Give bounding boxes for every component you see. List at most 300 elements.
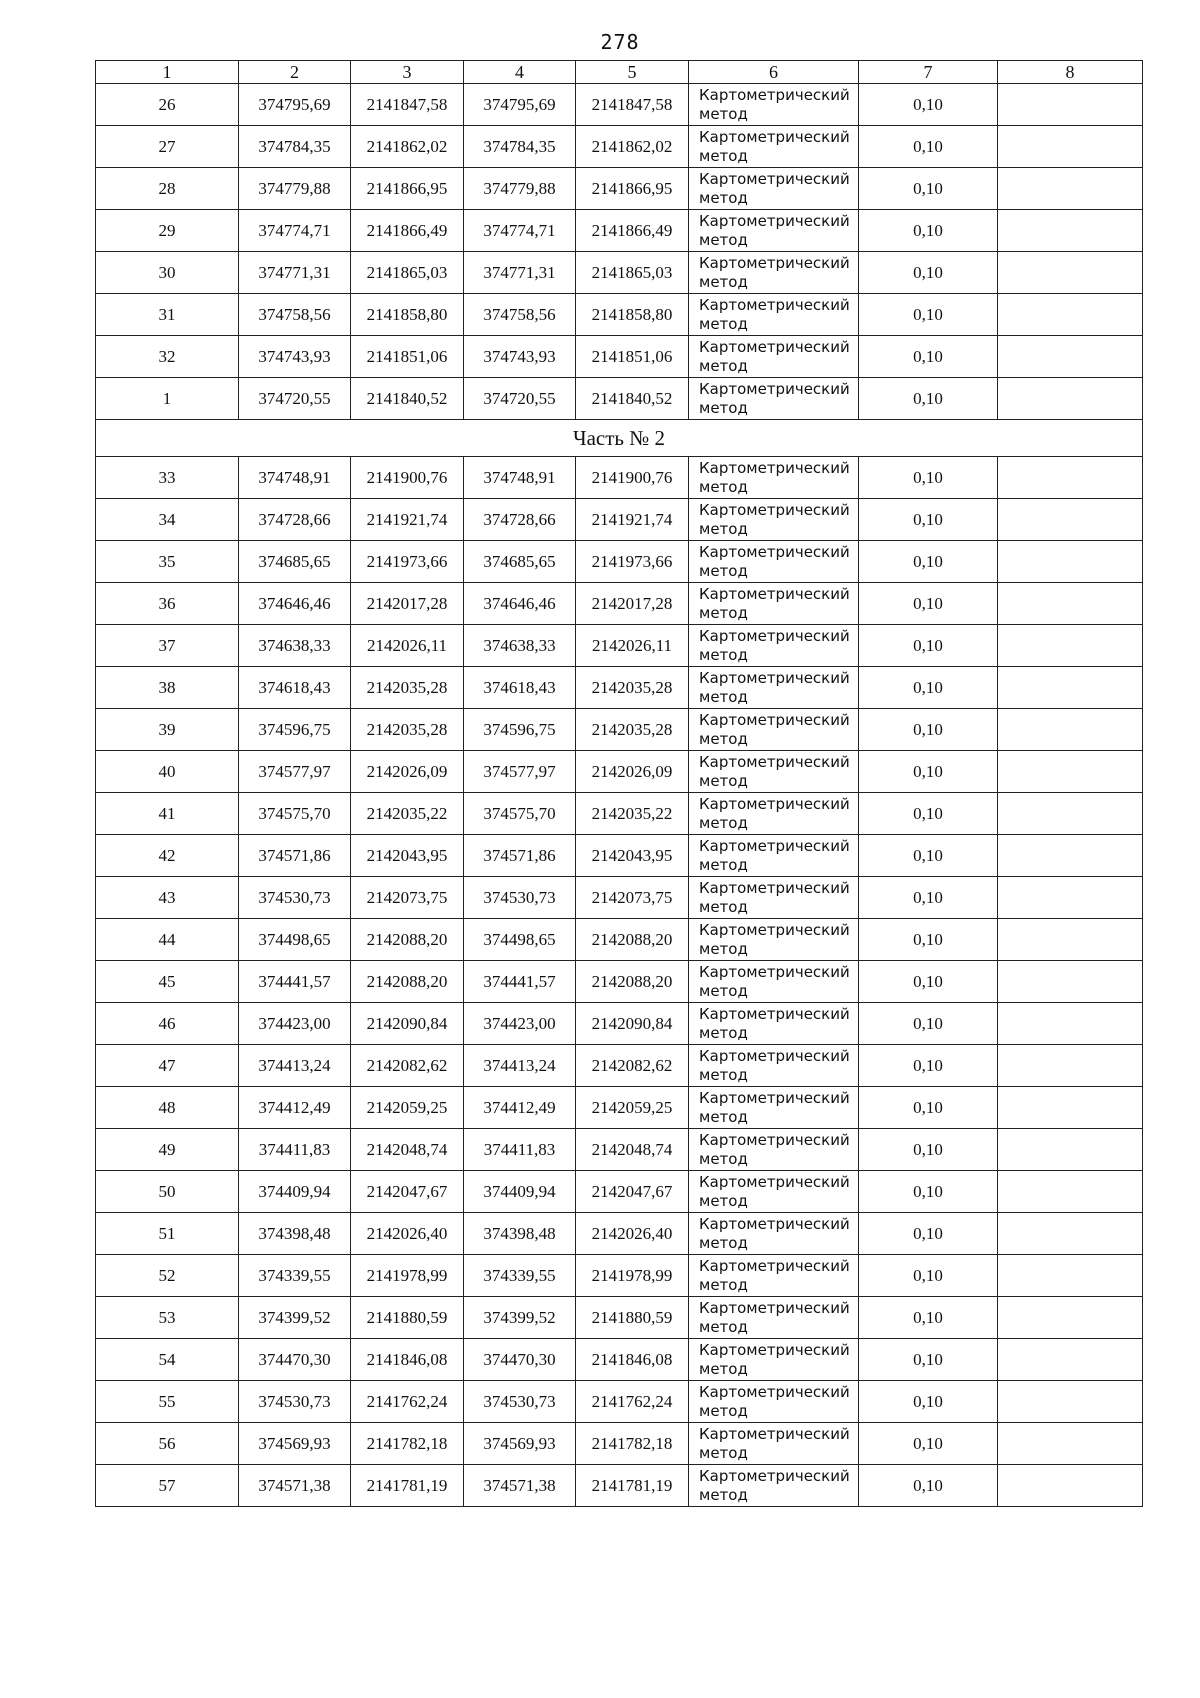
point-number-cell: 35 (96, 541, 239, 583)
method-text: Картометрический (699, 584, 850, 603)
method-text: Картометрический (699, 253, 850, 272)
column-header: 8 (998, 61, 1143, 84)
method-text: Картометрический (699, 1256, 850, 1275)
x-coordinate-cell: 374728,66 (239, 499, 351, 541)
accuracy-cell: 0,10 (859, 877, 998, 919)
table-row (96, 457, 1143, 499)
x-coordinate-cell: 374571,86 (239, 835, 351, 877)
y-coordinate-cell: 2142048,74 (351, 1129, 464, 1171)
method-cell (689, 961, 859, 1003)
column-header: 6 (689, 61, 859, 84)
x-coordinate-cell: 374779,88 (239, 168, 351, 210)
y-coordinate-cell: 2141921,74 (351, 499, 464, 541)
x-coordinate-cell: 374441,57 (239, 961, 351, 1003)
method-cell (689, 457, 859, 499)
method-text: Картометрический (699, 878, 850, 897)
method-text: метод (699, 813, 748, 832)
x-coordinate-cell: 374646,46 (464, 583, 576, 625)
y-coordinate-cell: 2142026,11 (576, 625, 689, 667)
x-coordinate-cell: 374571,38 (239, 1465, 351, 1507)
empty-cell (998, 457, 1143, 499)
y-coordinate-cell: 2141847,58 (351, 84, 464, 126)
method-cell (689, 210, 859, 252)
method-text: метод (699, 519, 748, 538)
x-coordinate-cell: 374575,70 (464, 793, 576, 835)
accuracy-cell: 0,10 (859, 835, 998, 877)
method-cell (689, 294, 859, 336)
y-coordinate-cell: 2141858,80 (576, 294, 689, 336)
method-cell (689, 1423, 859, 1465)
page-number: 278 (600, 30, 640, 54)
y-coordinate-cell: 2142088,20 (351, 961, 464, 1003)
x-coordinate-cell: 374638,33 (239, 625, 351, 667)
accuracy-cell: 0,10 (859, 1297, 998, 1339)
table-row (96, 667, 1143, 709)
method-text: метод (699, 939, 748, 958)
method-text: метод (699, 356, 748, 375)
y-coordinate-cell: 2141781,19 (351, 1465, 464, 1507)
method-text: метод (699, 1023, 748, 1042)
point-number-cell: 32 (96, 336, 239, 378)
method-text: метод (699, 1275, 748, 1294)
method-cell (689, 1465, 859, 1507)
x-coordinate-cell: 374784,35 (464, 126, 576, 168)
table-row (96, 336, 1143, 378)
method-text: Картометрический (699, 626, 850, 645)
method-text: Картометрический (699, 1382, 850, 1401)
method-cell (689, 378, 859, 420)
column-header: 4 (464, 61, 576, 84)
accuracy-cell: 0,10 (859, 126, 998, 168)
method-text: Картометрический (699, 668, 850, 687)
x-coordinate-cell: 374423,00 (464, 1003, 576, 1045)
point-number-cell: 33 (96, 457, 239, 499)
empty-cell (998, 1255, 1143, 1297)
y-coordinate-cell: 2142088,20 (351, 919, 464, 961)
x-coordinate-cell: 374795,69 (239, 84, 351, 126)
y-coordinate-cell: 2141866,49 (351, 210, 464, 252)
method-text: метод (699, 1317, 748, 1336)
x-coordinate-cell: 374412,49 (464, 1087, 576, 1129)
y-coordinate-cell: 2142035,28 (351, 709, 464, 751)
method-text: Картометрический (699, 1340, 850, 1359)
method-text: Картометрический (699, 458, 850, 477)
y-coordinate-cell: 2142017,28 (351, 583, 464, 625)
point-number-cell: 57 (96, 1465, 239, 1507)
x-coordinate-cell: 374779,88 (464, 168, 576, 210)
table-row (96, 210, 1143, 252)
x-coordinate-cell: 374758,56 (464, 294, 576, 336)
point-number-cell: 34 (96, 499, 239, 541)
x-coordinate-cell: 374498,65 (464, 919, 576, 961)
x-coordinate-cell: 374748,91 (464, 457, 576, 499)
empty-cell (998, 835, 1143, 877)
x-coordinate-cell: 374577,97 (464, 751, 576, 793)
method-text: метод (699, 981, 748, 1000)
method-cell (689, 84, 859, 126)
x-coordinate-cell: 374399,52 (239, 1297, 351, 1339)
part-2-heading-section (96, 420, 1143, 457)
y-coordinate-cell: 2142017,28 (576, 583, 689, 625)
method-text: Картометрический (699, 1424, 850, 1443)
accuracy-cell: 0,10 (859, 961, 998, 1003)
column-number-row (96, 61, 1143, 84)
y-coordinate-cell: 2141865,03 (576, 252, 689, 294)
y-coordinate-cell: 2142035,22 (351, 793, 464, 835)
table-row (96, 1171, 1143, 1213)
empty-cell (998, 793, 1143, 835)
point-number-cell: 55 (96, 1381, 239, 1423)
method-text: метод (699, 398, 748, 417)
method-text: Картометрический (699, 1004, 850, 1023)
point-number-cell: 54 (96, 1339, 239, 1381)
accuracy-cell: 0,10 (859, 667, 998, 709)
y-coordinate-cell: 2142090,84 (576, 1003, 689, 1045)
y-coordinate-cell: 2142043,95 (576, 835, 689, 877)
y-coordinate-cell: 2141880,59 (351, 1297, 464, 1339)
x-coordinate-cell: 374743,93 (464, 336, 576, 378)
method-text: Картометрический (699, 169, 850, 188)
y-coordinate-cell: 2142026,09 (351, 751, 464, 793)
method-cell (689, 168, 859, 210)
method-cell (689, 1003, 859, 1045)
empty-cell (998, 210, 1143, 252)
method-text: Картометрический (699, 337, 850, 356)
y-coordinate-cell: 2142088,20 (576, 919, 689, 961)
method-text: метод (699, 188, 748, 207)
method-text: метод (699, 314, 748, 333)
point-number-cell: 39 (96, 709, 239, 751)
part-2-rows (96, 457, 1143, 1507)
method-cell (689, 1129, 859, 1171)
y-coordinate-cell: 2142082,62 (351, 1045, 464, 1087)
column-header: 7 (859, 61, 998, 84)
x-coordinate-cell: 374774,71 (464, 210, 576, 252)
x-coordinate-cell: 374441,57 (464, 961, 576, 1003)
empty-cell (998, 252, 1143, 294)
empty-cell (998, 961, 1143, 1003)
empty-cell (998, 709, 1143, 751)
accuracy-cell: 0,10 (859, 625, 998, 667)
y-coordinate-cell: 2142073,75 (351, 877, 464, 919)
accuracy-cell: 0,10 (859, 709, 998, 751)
point-number-cell: 42 (96, 835, 239, 877)
x-coordinate-cell: 374413,24 (464, 1045, 576, 1087)
method-text: Картометрический (699, 1046, 850, 1065)
method-text: метод (699, 855, 748, 874)
point-number-cell: 26 (96, 84, 239, 126)
table-row (96, 252, 1143, 294)
point-number-cell: 46 (96, 1003, 239, 1045)
y-coordinate-cell: 2141978,99 (351, 1255, 464, 1297)
empty-cell (998, 1297, 1143, 1339)
x-coordinate-cell: 374339,55 (239, 1255, 351, 1297)
point-number-cell: 28 (96, 168, 239, 210)
x-coordinate-cell: 374685,65 (239, 541, 351, 583)
x-coordinate-cell: 374411,83 (464, 1129, 576, 1171)
table-row (96, 541, 1143, 583)
accuracy-cell: 0,10 (859, 1423, 998, 1465)
accuracy-cell: 0,10 (859, 378, 998, 420)
point-number-cell: 29 (96, 210, 239, 252)
accuracy-cell: 0,10 (859, 210, 998, 252)
y-coordinate-cell: 2141900,76 (576, 457, 689, 499)
y-coordinate-cell: 2142035,28 (576, 667, 689, 709)
y-coordinate-cell: 2141862,02 (576, 126, 689, 168)
x-coordinate-cell: 374728,66 (464, 499, 576, 541)
method-text: метод (699, 272, 748, 291)
empty-cell (998, 1045, 1143, 1087)
y-coordinate-cell: 2141862,02 (351, 126, 464, 168)
y-coordinate-cell: 2142073,75 (576, 877, 689, 919)
accuracy-cell: 0,10 (859, 499, 998, 541)
method-text: метод (699, 1485, 748, 1504)
table-row (96, 835, 1143, 877)
accuracy-cell: 0,10 (859, 336, 998, 378)
empty-cell (998, 877, 1143, 919)
empty-cell (998, 1465, 1143, 1507)
method-text: Картометрический (699, 1298, 850, 1317)
empty-cell (998, 1087, 1143, 1129)
point-number-cell: 48 (96, 1087, 239, 1129)
method-cell (689, 1297, 859, 1339)
part-heading-row (96, 420, 1143, 457)
table-row (96, 1255, 1143, 1297)
accuracy-cell: 0,10 (859, 1171, 998, 1213)
x-coordinate-cell: 374774,71 (239, 210, 351, 252)
x-coordinate-cell: 374530,73 (239, 1381, 351, 1423)
y-coordinate-cell: 2141781,19 (576, 1465, 689, 1507)
empty-cell (998, 541, 1143, 583)
x-coordinate-cell: 374470,30 (464, 1339, 576, 1381)
method-text: метод (699, 230, 748, 249)
method-text: Картометрический (699, 295, 850, 314)
table-row (96, 583, 1143, 625)
table-row (96, 751, 1143, 793)
method-text: метод (699, 477, 748, 496)
table-row (96, 709, 1143, 751)
column-header: 5 (576, 61, 689, 84)
y-coordinate-cell: 2141840,52 (576, 378, 689, 420)
empty-cell (998, 1003, 1143, 1045)
x-coordinate-cell: 374577,97 (239, 751, 351, 793)
point-number-cell: 27 (96, 126, 239, 168)
y-coordinate-cell: 2141866,95 (576, 168, 689, 210)
empty-cell (998, 1129, 1143, 1171)
y-coordinate-cell: 2142047,67 (351, 1171, 464, 1213)
point-number-cell: 52 (96, 1255, 239, 1297)
y-coordinate-cell: 2141865,03 (351, 252, 464, 294)
table-row (96, 1045, 1143, 1087)
accuracy-cell: 0,10 (859, 751, 998, 793)
empty-cell (998, 168, 1143, 210)
method-text: Картометрический (699, 1214, 850, 1233)
empty-cell (998, 126, 1143, 168)
method-text: Картометрический (699, 127, 850, 146)
x-coordinate-cell: 374530,73 (239, 877, 351, 919)
method-cell (689, 793, 859, 835)
y-coordinate-cell: 2141973,66 (576, 541, 689, 583)
accuracy-cell: 0,10 (859, 1003, 998, 1045)
method-text: метод (699, 771, 748, 790)
empty-cell (998, 1381, 1143, 1423)
accuracy-cell: 0,10 (859, 583, 998, 625)
method-text: Картометрический (699, 752, 850, 771)
method-cell (689, 709, 859, 751)
y-coordinate-cell: 2141858,80 (351, 294, 464, 336)
method-cell (689, 919, 859, 961)
method-text: Картометрический (699, 1172, 850, 1191)
x-coordinate-cell: 374784,35 (239, 126, 351, 168)
method-text: метод (699, 1149, 748, 1168)
method-cell (689, 835, 859, 877)
x-coordinate-cell: 374646,46 (239, 583, 351, 625)
accuracy-cell: 0,10 (859, 1381, 998, 1423)
y-coordinate-cell: 2142026,09 (576, 751, 689, 793)
accuracy-cell: 0,10 (859, 1213, 998, 1255)
x-coordinate-cell: 374618,43 (239, 667, 351, 709)
x-coordinate-cell: 374638,33 (464, 625, 576, 667)
x-coordinate-cell: 374409,94 (464, 1171, 576, 1213)
method-text: метод (699, 1065, 748, 1084)
accuracy-cell: 0,10 (859, 793, 998, 835)
method-text: метод (699, 897, 748, 916)
x-coordinate-cell: 374618,43 (464, 667, 576, 709)
table-row (96, 1213, 1143, 1255)
point-number-cell: 44 (96, 919, 239, 961)
method-cell (689, 1087, 859, 1129)
x-coordinate-cell: 374423,00 (239, 1003, 351, 1045)
method-cell (689, 877, 859, 919)
accuracy-cell: 0,10 (859, 919, 998, 961)
method-cell (689, 336, 859, 378)
y-coordinate-cell: 2142026,40 (576, 1213, 689, 1255)
x-coordinate-cell: 374571,38 (464, 1465, 576, 1507)
y-coordinate-cell: 2142035,28 (351, 667, 464, 709)
x-coordinate-cell: 374720,55 (239, 378, 351, 420)
x-coordinate-cell: 374530,73 (464, 1381, 576, 1423)
empty-cell (998, 667, 1143, 709)
empty-cell (998, 84, 1143, 126)
method-text: метод (699, 104, 748, 123)
empty-cell (998, 336, 1143, 378)
method-cell (689, 1255, 859, 1297)
accuracy-cell: 0,10 (859, 294, 998, 336)
coordinates-table (95, 60, 1143, 1507)
x-coordinate-cell: 374411,83 (239, 1129, 351, 1171)
accuracy-cell: 0,10 (859, 84, 998, 126)
x-coordinate-cell: 374470,30 (239, 1339, 351, 1381)
x-coordinate-cell: 374409,94 (239, 1171, 351, 1213)
method-cell (689, 1171, 859, 1213)
method-text: метод (699, 687, 748, 706)
point-number-cell: 36 (96, 583, 239, 625)
table-row (96, 294, 1143, 336)
x-coordinate-cell: 374720,55 (464, 378, 576, 420)
x-coordinate-cell: 374339,55 (464, 1255, 576, 1297)
y-coordinate-cell: 2142026,40 (351, 1213, 464, 1255)
x-coordinate-cell: 374795,69 (464, 84, 576, 126)
method-cell (689, 126, 859, 168)
table-row (96, 1381, 1143, 1423)
y-coordinate-cell: 2141847,58 (576, 84, 689, 126)
point-number-cell: 56 (96, 1423, 239, 1465)
method-cell (689, 541, 859, 583)
y-coordinate-cell: 2141782,18 (351, 1423, 464, 1465)
accuracy-cell: 0,10 (859, 1087, 998, 1129)
y-coordinate-cell: 2142088,20 (576, 961, 689, 1003)
method-text: Картометрический (699, 836, 850, 855)
table-row (96, 961, 1143, 1003)
method-text: Картометрический (699, 211, 850, 230)
y-coordinate-cell: 2141921,74 (576, 499, 689, 541)
method-text: Картометрический (699, 1466, 850, 1485)
accuracy-cell: 0,10 (859, 1255, 998, 1297)
y-coordinate-cell: 2142090,84 (351, 1003, 464, 1045)
method-text: метод (699, 1191, 748, 1210)
column-header: 2 (239, 61, 351, 84)
x-coordinate-cell: 374771,31 (239, 252, 351, 294)
accuracy-cell: 0,10 (859, 168, 998, 210)
method-cell (689, 1213, 859, 1255)
y-coordinate-cell: 2141851,06 (576, 336, 689, 378)
table-row (96, 168, 1143, 210)
part-heading: Часть № 2 (96, 420, 1143, 457)
y-coordinate-cell: 2141846,08 (576, 1339, 689, 1381)
table-row (96, 877, 1143, 919)
x-coordinate-cell: 374569,93 (464, 1423, 576, 1465)
method-cell (689, 583, 859, 625)
empty-cell (998, 1171, 1143, 1213)
x-coordinate-cell: 374569,93 (239, 1423, 351, 1465)
method-text: Картометрический (699, 500, 850, 519)
y-coordinate-cell: 2141851,06 (351, 336, 464, 378)
point-number-cell: 50 (96, 1171, 239, 1213)
point-number-cell: 45 (96, 961, 239, 1003)
method-text: метод (699, 1107, 748, 1126)
column-header: 3 (351, 61, 464, 84)
method-cell (689, 625, 859, 667)
point-number-cell: 53 (96, 1297, 239, 1339)
method-text: Картометрический (699, 794, 850, 813)
x-coordinate-cell: 374596,75 (239, 709, 351, 751)
empty-cell (998, 1213, 1143, 1255)
x-coordinate-cell: 374771,31 (464, 252, 576, 294)
method-cell (689, 751, 859, 793)
y-coordinate-cell: 2142048,74 (576, 1129, 689, 1171)
empty-cell (998, 751, 1143, 793)
y-coordinate-cell: 2141880,59 (576, 1297, 689, 1339)
x-coordinate-cell: 374571,86 (464, 835, 576, 877)
method-cell (689, 1381, 859, 1423)
empty-cell (998, 378, 1143, 420)
y-coordinate-cell: 2141900,76 (351, 457, 464, 499)
empty-cell (998, 1423, 1143, 1465)
method-cell (689, 1045, 859, 1087)
method-text: метод (699, 1443, 748, 1462)
accuracy-cell: 0,10 (859, 1465, 998, 1507)
table-row (96, 1003, 1143, 1045)
method-text: Картометрический (699, 1130, 850, 1149)
point-number-cell: 43 (96, 877, 239, 919)
table-row (96, 1339, 1143, 1381)
table-row (96, 1423, 1143, 1465)
method-text: Картометрический (699, 962, 850, 981)
accuracy-cell: 0,10 (859, 1129, 998, 1171)
accuracy-cell: 0,10 (859, 1045, 998, 1087)
table-row (96, 499, 1143, 541)
x-coordinate-cell: 374498,65 (239, 919, 351, 961)
